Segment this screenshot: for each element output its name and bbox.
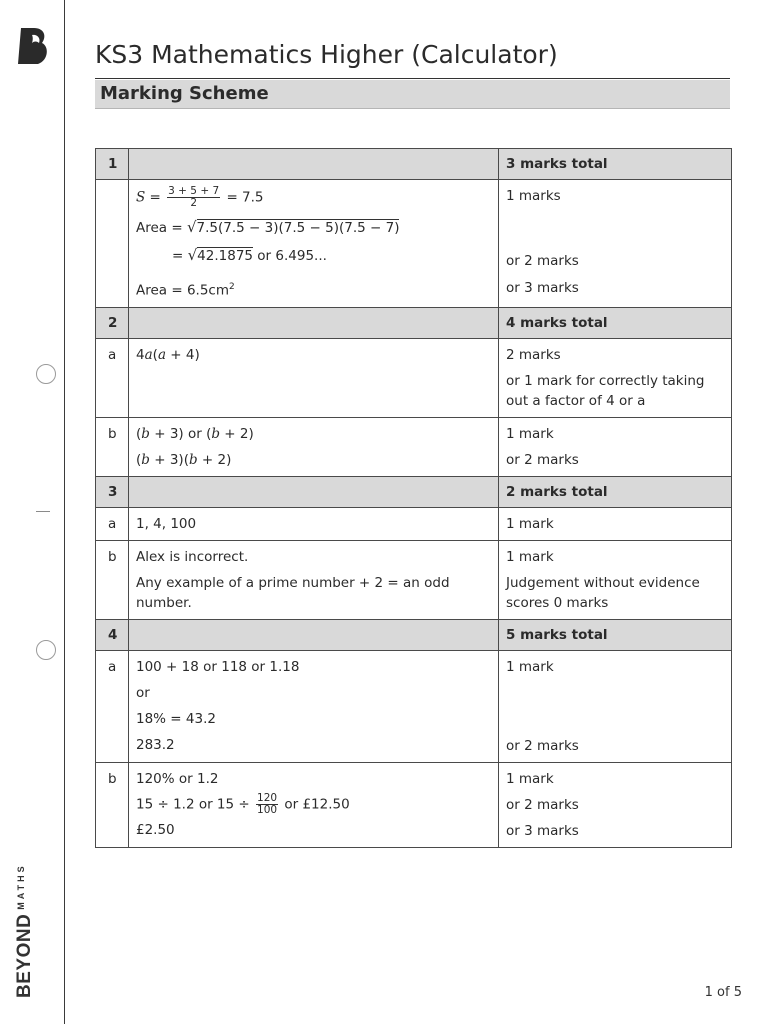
mark-line: or 3 marks [506,822,579,839]
answer-line [136,186,491,212]
question-blank [129,149,499,180]
part-label: b [96,762,129,847]
mark-line: Judgement without evidence scores 0 marks [506,574,700,611]
fraction-denominator: 2 [190,197,197,209]
punch-hole [36,364,56,384]
question-header-row [96,619,732,650]
alt-answer: or 6.495... [257,248,327,264]
eq-sign: = [149,189,161,206]
answer-line [136,277,491,301]
result: = 7.5 [226,189,264,206]
marks-cell [499,338,732,417]
brand-wordmark [14,863,36,998]
marking-scheme-table [95,148,732,848]
answer-line [136,217,491,238]
answer-line: 120% or 1.2 [136,770,219,787]
mark-line: or 2 marks [506,737,579,754]
fraction-numerator: 3 + 5 + 7 [168,185,220,197]
part-label: a [96,338,129,417]
expr: 15 ÷ 1.2 or 15 ÷ [136,796,250,812]
page-title: KS3 Mathematics Higher (Calculator) [95,40,558,69]
expr: + 2) [220,425,254,442]
mark-line: 2 marks [506,346,561,363]
fraction [167,186,220,209]
answer-line [136,793,491,816]
radicand: 7.5(7.5 − 3)(7.5 − 5)(7.5 − 7) [196,220,400,236]
answer-line: Alex is incorrect. [136,548,249,565]
answer-line [136,245,491,266]
part-label: a [96,507,129,540]
answer-cell: 1, 4, 100 [129,507,499,540]
title-rule [95,78,730,79]
expr-tail: + 4) [166,346,200,363]
answer-row [96,180,732,308]
square-root: √42.1875 [187,246,253,264]
punch-hole [36,640,56,660]
marks-cell: 1 mark [499,507,732,540]
question-blank [129,307,499,338]
mark-line: or 3 marks [506,280,579,296]
mark-line: or 2 marks [506,451,579,468]
part-label [96,180,129,308]
expr: + 3) or ( [149,425,212,442]
beyond-b-logo-icon [16,26,50,66]
answer-cell [129,417,499,476]
var-b: b [141,425,150,442]
question-blank [129,619,499,650]
answer-row [96,762,732,847]
answer-line: 100 + 18 or 118 or 1.18 [136,658,300,675]
eq-sign: = [172,248,184,264]
answer-row [96,650,732,762]
marks-cell [499,540,732,619]
question-number: 1 [96,149,129,180]
answer-cell [129,540,499,619]
var-b: b [211,425,221,442]
part-label: b [96,417,129,476]
question-header-row [96,476,732,507]
answer-line [136,345,491,365]
question-blank [129,476,499,507]
answer-row [96,417,732,476]
marks-cell [499,762,732,847]
mark-line: 1 mark [506,658,554,675]
answer-row [96,338,732,417]
answer-row [96,540,732,619]
marks-cell [499,650,732,762]
answer-row [96,507,732,540]
square-root: √7.5(7.5 − 3)(7.5 − 5)(7.5 − 7) [186,218,400,236]
coefficient: 4 [136,346,145,363]
answer-line: £2.50 [136,821,175,838]
part-label: b [96,540,129,619]
fold-mark [36,511,50,512]
marks-total: 5 marks total [499,619,732,650]
area-label: Area = [136,220,183,236]
answer-line [136,424,491,444]
part-label: a [96,650,129,762]
expr: + 2) [197,451,232,468]
marks-total: 4 marks total [499,307,732,338]
final-answer: Area = 6.5cm [136,282,230,299]
expr: + 3)( [149,451,189,468]
brand-name: BEYOND [14,913,35,998]
marks-total: 3 marks total [499,149,732,180]
answer-line: 283.2 [136,736,175,753]
mark-line: 1 mark [506,425,554,442]
mark-line: or 1 mark for correctly taking out a factor of 4 or a [506,372,705,409]
section-title: Marking Scheme [95,80,730,109]
mark-line: 1 marks [506,188,561,204]
paren: ( [152,346,158,363]
var-b: b [141,451,150,468]
marks-total: 2 marks total [499,476,732,507]
answer-line: 18% = 43.2 [136,710,216,727]
var-a: a [144,346,153,363]
brand-sub: MATHS [16,863,26,910]
expr: ( [136,425,142,442]
var-a: a [157,346,166,363]
expr: or £12.50 [284,796,350,812]
answer-cell [129,180,499,308]
mark-line: or 2 marks [506,796,579,813]
expr: ( [136,451,142,468]
fraction [256,793,278,816]
question-header-row [96,307,732,338]
question-number: 3 [96,476,129,507]
radicand: 42.1875 [197,248,253,264]
marks-cell [499,180,732,308]
question-number: 4 [96,619,129,650]
fraction-denominator: 100 [257,803,278,816]
answer-cell [129,762,499,847]
superscript: 2 [229,282,235,292]
var-s: S [136,189,146,206]
margin-line [64,0,65,1024]
answer-line [136,450,491,470]
page-number: 1 of 5 [704,985,742,1000]
mark-line: or 2 marks [506,253,579,269]
mark-line: 1 mark [506,770,554,787]
fraction-numerator: 120 [257,791,278,804]
var-b: b [188,451,198,468]
question-header-row [96,149,732,180]
answer-line: Any example of a prime number + 2 = an odd number. [136,574,450,611]
answer-cell [129,338,499,417]
answer-line: or [136,684,150,701]
mark-line: 1 mark [506,548,554,565]
marks-cell [499,417,732,476]
answer-cell [129,650,499,762]
question-number: 2 [96,307,129,338]
